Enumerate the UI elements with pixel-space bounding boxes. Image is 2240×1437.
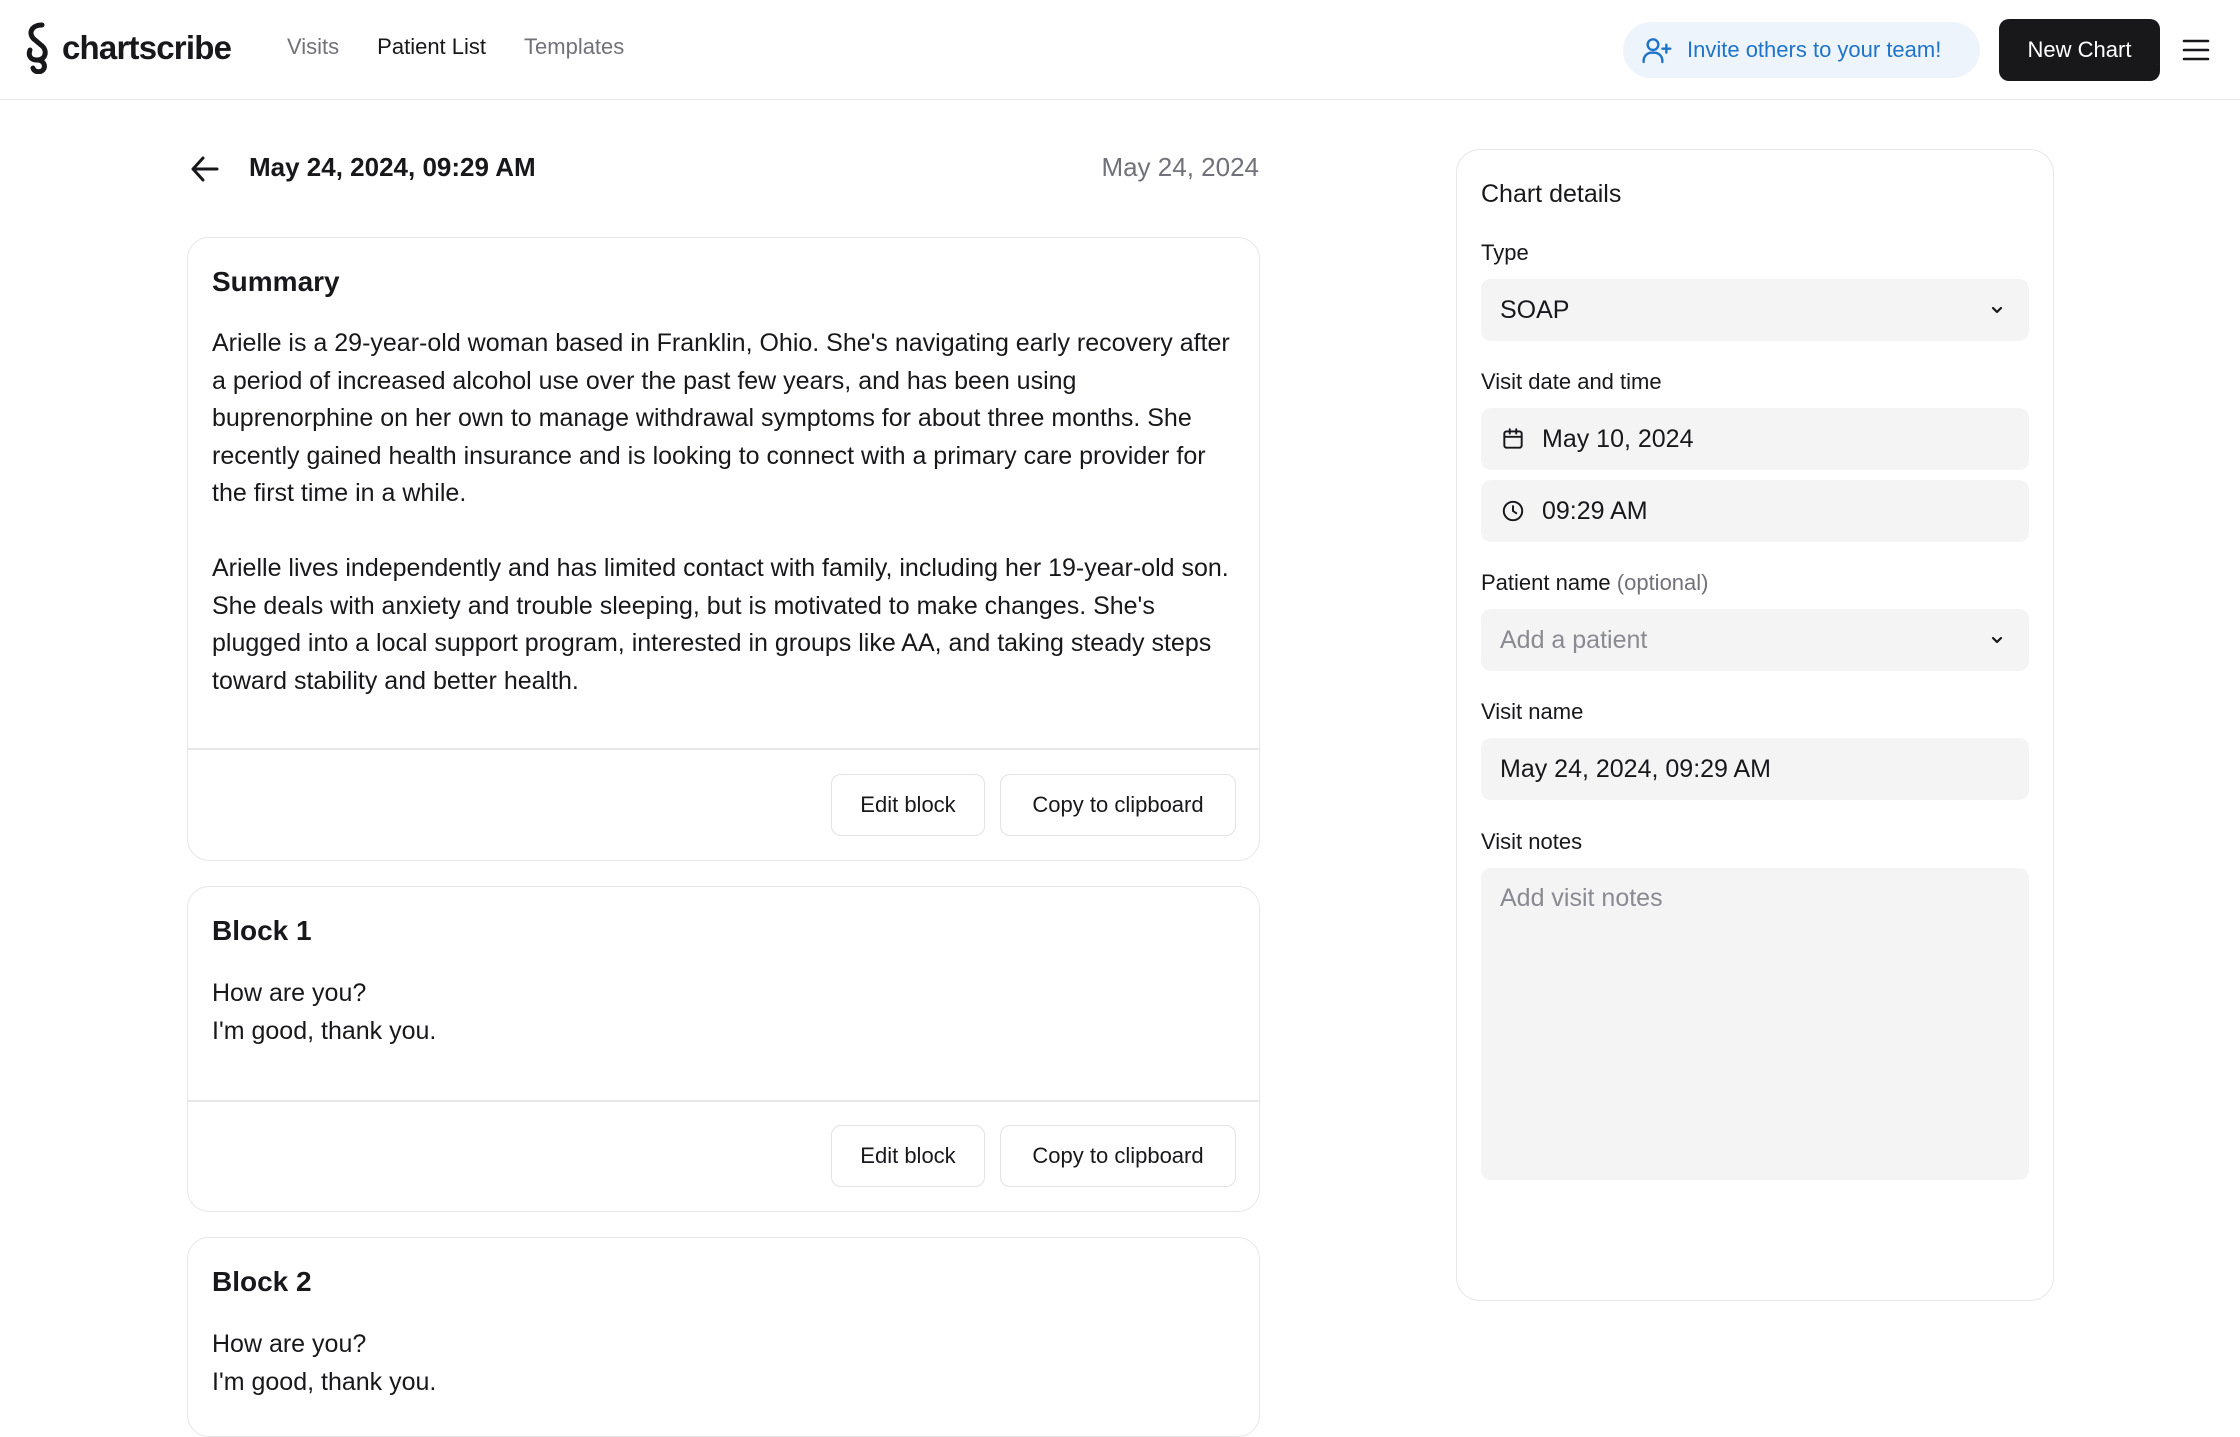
clock-icon <box>1500 498 1526 524</box>
new-chart-button[interactable]: New Chart <box>1999 19 2160 81</box>
block-2-body <box>212 1326 1232 1401</box>
block-1-title: Block 1 <box>212 915 312 946</box>
visit-datetime-label: Visit date and time <box>1481 369 1662 394</box>
back-arrow-icon[interactable] <box>188 152 222 186</box>
logo[interactable] <box>24 22 231 74</box>
nav-patient-list[interactable]: Patient List <box>377 34 487 59</box>
patient-select[interactable] <box>1481 609 2029 671</box>
edit-block-button[interactable]: Edit block <box>831 1125 985 1187</box>
invite-team-label: Invite others to your team! <box>1687 37 1942 62</box>
copy-to-clipboard-button[interactable]: Copy to clipboard <box>1000 774 1236 836</box>
nav-visits[interactable]: Visits <box>287 34 340 59</box>
user-plus-icon <box>1641 34 1673 66</box>
hamburger-menu-icon[interactable] <box>2180 34 2212 66</box>
card-divider <box>188 748 1259 750</box>
block-1-card <box>187 886 1260 1212</box>
patient-placeholder: Add a patient <box>1500 625 1648 654</box>
visit-time-field[interactable] <box>1481 480 2029 542</box>
logo-text: chartscribe <box>62 29 232 66</box>
block-1-line: I'm good, thank you. <box>212 1016 437 1045</box>
type-label: Type <box>1481 240 1529 265</box>
visit-date-value: May 10, 2024 <box>1542 424 1694 453</box>
copy-to-clipboard-button[interactable]: Copy to clipboard <box>1000 1125 1236 1187</box>
summary-title: Summary <box>212 266 340 297</box>
chart-details-panel <box>1456 149 2054 1301</box>
visit-name-input[interactable] <box>1481 738 2029 800</box>
block-2-line: I'm good, thank you. <box>212 1367 437 1396</box>
chevron-down-icon <box>1987 300 2007 320</box>
patient-name-label-text: Patient name <box>1481 570 1611 595</box>
page-title: May 24, 2024, 09:29 AM <box>249 152 536 182</box>
block-1-line: How are you? <box>212 979 367 1007</box>
summary-card <box>187 237 1260 861</box>
chart-details-title: Chart details <box>1481 180 1622 208</box>
block-2-title: Block 2 <box>212 1266 312 1297</box>
visit-name-value: May 24, 2024, 09:29 AM <box>1500 754 1772 783</box>
patient-name-label <box>1481 570 1708 596</box>
invite-team-button[interactable] <box>1623 22 1980 78</box>
summary-paragraph: Arielle is a 29-year-old woman based in Franklin, Ohio. She's navigating early recovery after a period of increased alcohol use over the past few years, and has been using buprenorphine on her own to manage withdrawal symptoms for about three months. She recently gained health insurance and is looking to connect with a primary care provider for the first time in a while. <box>212 329 1230 507</box>
optional-hint: (optional) <box>1616 570 1709 595</box>
calendar-icon <box>1500 426 1526 452</box>
main-nav <box>287 34 624 60</box>
block-1-body <box>212 975 1232 1050</box>
visit-name-label: Visit name <box>1481 699 1584 724</box>
chevron-down-icon <box>1987 630 2007 650</box>
type-value: SOAP <box>1500 295 1570 324</box>
summary-paragraph: Arielle lives independently and has limited contact with family, including her 19-year-old son. She deals with anxiety and trouble sleeping, but is motivated to make changes. She's plugged into a local support program, interested in groups like AA, and taking steady steps toward stability and better health. <box>212 554 1229 695</box>
top-bar <box>0 0 2240 100</box>
visit-notes-textarea[interactable] <box>1481 868 2029 1180</box>
logo-mark-icon <box>24 22 50 74</box>
type-select[interactable] <box>1481 279 2029 341</box>
nav-templates[interactable]: Templates <box>524 34 625 59</box>
page-date: May 24, 2024 <box>1101 152 1259 182</box>
block-2-line: How are you? <box>212 1330 367 1358</box>
summary-body <box>212 325 1232 700</box>
card-divider <box>188 1100 1259 1102</box>
visit-time-value: 09:29 AM <box>1542 496 1648 525</box>
visit-date-field[interactable] <box>1481 408 2029 470</box>
visit-notes-label: Visit notes <box>1481 829 1583 854</box>
block-2-card <box>187 1237 1260 1437</box>
visit-notes-placeholder: Add visit notes <box>1500 884 1663 912</box>
edit-block-button[interactable]: Edit block <box>831 774 985 836</box>
